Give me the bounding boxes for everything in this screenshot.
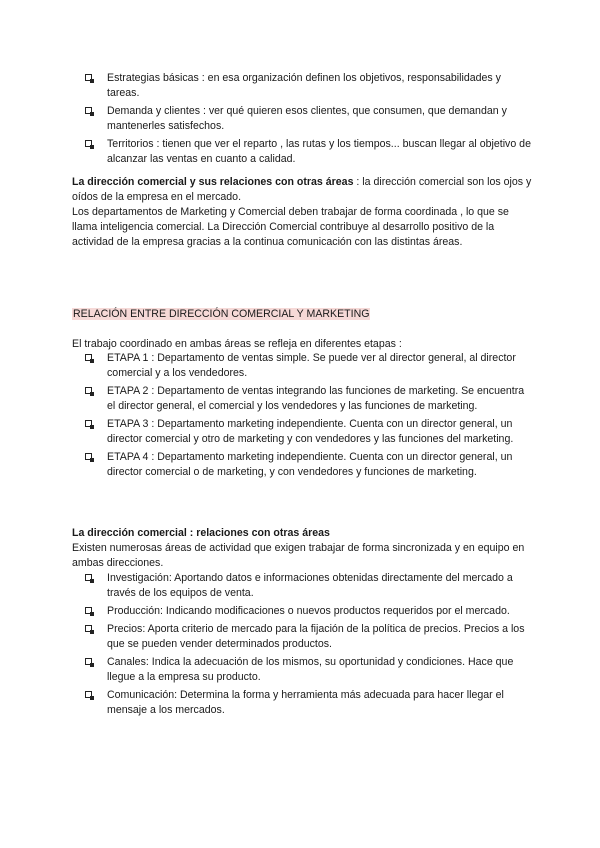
stages-intro: El trabajo coordinado en ambas áreas se refleja en diferentes etapas : <box>72 338 402 350</box>
checkbox-bullet-icon <box>85 453 92 460</box>
list-item <box>72 137 532 167</box>
list-item <box>72 384 532 414</box>
list-item-text: ETAPA 4 : Departamento marketing independiente. Cuenta con un director general, un director comercial o de marketing, y con vendedores y funciones de marketing. <box>107 451 513 478</box>
list-item <box>72 604 532 619</box>
list-item <box>72 622 532 652</box>
checkbox-bullet-icon <box>85 625 92 632</box>
checkbox-bullet-icon <box>85 387 92 394</box>
checkbox-bullet-icon <box>85 420 92 427</box>
list-item <box>72 571 532 601</box>
checkbox-bullet-icon <box>85 107 92 114</box>
section-relations <box>72 175 532 250</box>
list-item-text: Producción: Indicando modificaciones o nuevos productos requeridos por el mercado. <box>107 605 510 617</box>
section-areas-heading-text: La dirección comercial : relaciones con otras áreas <box>72 527 330 539</box>
section-areas-text: Existen numerosas áreas de actividad que exigen trabajar de forma sincronizada y en equipo en ambas direcciones. <box>72 542 525 569</box>
list-item-text: ETAPA 3 : Departamento marketing independiente. Cuenta con un director general, un director comercial y otro de marketing y con vendedores y las funciones del marketing. <box>107 418 514 445</box>
bullet-list-areas <box>72 571 532 721</box>
section-areas <box>72 526 532 571</box>
section-areas-heading <box>72 526 532 541</box>
list-item-text: Comunicación: Determina la forma y herramienta más adecuada para hacer llegar el mensaje a los mercados. <box>107 689 504 716</box>
list-item <box>72 71 532 101</box>
list-item <box>72 450 532 480</box>
list-item-text: Territorios : tienen que ver el reparto , las rutas y los tiempos... buscan llegar al objetivo de alcanzar las ventas en cuanto a calidad. <box>107 138 531 165</box>
checkbox-bullet-icon <box>85 574 92 581</box>
checkbox-bullet-icon <box>85 607 92 614</box>
heading-marketing-relation <box>72 307 532 322</box>
section-relations-intro <box>72 175 532 205</box>
list-item <box>72 104 532 134</box>
bullet-list-strategies <box>72 71 532 170</box>
list-item-text: Canales: Indica la adecuación de los mismos, su oportunidad y condiciones. Hace que llegue a la empresa su producto. <box>107 656 514 683</box>
list-item-text: Investigación: Aportando datos e informaciones obtenidas directamente del mercado a través de los equipos de venta. <box>107 572 513 599</box>
list-item <box>72 417 532 447</box>
list-item <box>72 351 532 381</box>
list-item <box>72 655 532 685</box>
section-relations-paragraph: Los departamentos de Marketing y Comercial deben trabajar de forma coordinada , lo que se llama inteligencia comercial. La Dirección Comercial contribuye al desarrollo positivo de la actividad de la empresa gracias a la continua comunicación con las distintas áreas. <box>72 206 509 248</box>
list-item-text: Precios: Aporta criterio de mercado para la fijación de la política de precios. Precios a los que se pueden vender determinados productos. <box>107 623 525 650</box>
list-item-text: Estrategias básicas : en esa organización definen los objetivos, responsabilidades y tareas. <box>107 72 501 99</box>
checkbox-bullet-icon <box>85 354 92 361</box>
heading-marketing-relation-text: RELACIÓN ENTRE DIRECCIÓN COMERCIAL Y MARKETING <box>73 308 370 320</box>
list-item-text: ETAPA 2 : Departamento de ventas integrando las funciones de marketing. Se encuentra el director general, el comercial y los vendedores y las funciones de marketing. <box>107 385 525 412</box>
section-relations-heading: La dirección comercial y sus relaciones con otras áreas <box>72 176 354 188</box>
list-item-text: ETAPA 1 : Departamento de ventas simple. Se puede ver al director general, al director comercial y a los vendedores. <box>107 352 516 379</box>
checkbox-bullet-icon <box>85 74 92 81</box>
bullet-list-stages <box>72 351 532 483</box>
section-relations-text: : la dirección comercial son los ojos y oídos de la empresa en el mercado. <box>72 176 532 203</box>
list-item <box>72 688 532 718</box>
checkbox-bullet-icon <box>85 658 92 665</box>
checkbox-bullet-icon <box>85 691 92 698</box>
list-item-text: Demanda y clientes : ver qué quieren esos clientes, que consumen, que demandan y mantenerles satisfechos. <box>107 105 507 132</box>
checkbox-bullet-icon <box>85 140 92 147</box>
